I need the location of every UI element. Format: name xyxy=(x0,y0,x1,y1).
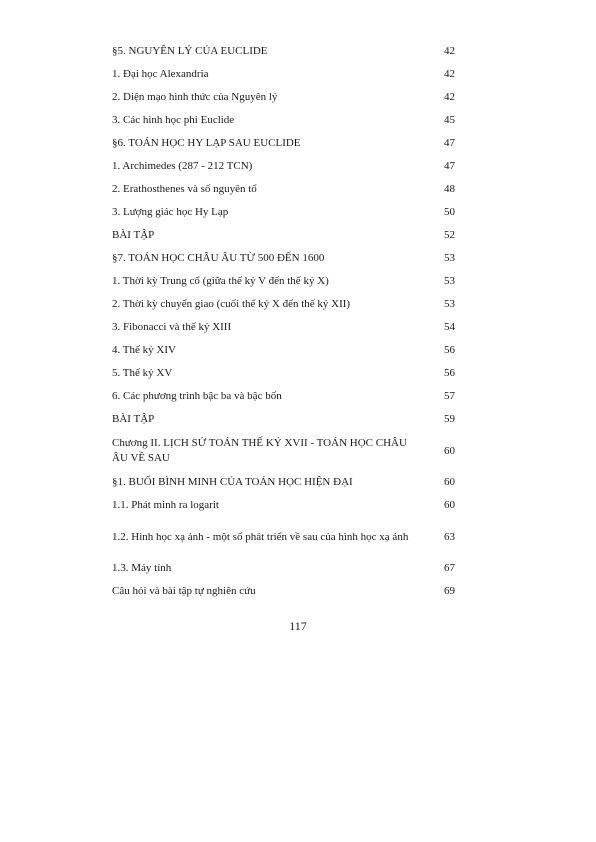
toc-row xyxy=(112,557,455,580)
toc-row xyxy=(112,109,455,132)
toc-entry-page: 48 xyxy=(444,183,455,195)
toc-entry-title: 3. Các hình học phi Euclide xyxy=(112,114,235,126)
toc-entry-page: 60 xyxy=(444,444,455,457)
toc-entry-title: 1. Archimedes (287 - 212 TCN) xyxy=(112,160,253,172)
toc-entry-page: 63 xyxy=(444,530,455,543)
toc-entry-title: 2. Diện mạo hình thức của Nguyên lý xyxy=(112,91,278,103)
toc-entry-page: 47 xyxy=(444,160,455,172)
toc-entry-page: 53 xyxy=(444,275,455,287)
toc-entry-page: 47 xyxy=(444,137,455,149)
toc-entry-page: 45 xyxy=(444,114,455,126)
toc-entry-page: 56 xyxy=(444,344,455,356)
toc-entry-page: 56 xyxy=(444,367,455,379)
toc-entry-page: 42 xyxy=(444,91,455,103)
toc-row xyxy=(112,494,455,517)
toc-entry-page: 57 xyxy=(444,390,455,402)
toc-entry-title: 2. Thời kỳ chuyển giao (cuối thế kỷ X đến thế kỷ XII) xyxy=(112,298,351,310)
toc-entry-title: 2. Erathosthenes và số nguyên tố xyxy=(112,183,257,195)
toc-entry-title: §7. TOÁN HỌC CHÂU ÂU TỪ 500 ĐẾN 1600 xyxy=(112,252,325,264)
toc-entry-title: 1. Thời kỳ Trung cổ (giữa thế kỷ V đến thế kỷ X) xyxy=(112,275,329,287)
toc-entry-page: 42 xyxy=(444,68,455,80)
toc-row xyxy=(112,132,455,155)
toc-entry-title: Chương II. LỊCH SỬ TOÁN THẾ KỶ XVII - TOÁN HỌC CHÂU ÂU VỀ SAU xyxy=(112,437,407,464)
toc-entry-page: 53 xyxy=(444,298,455,310)
toc-row xyxy=(112,86,455,109)
toc-entry-title: 4. Thế kỷ XIV xyxy=(112,344,176,356)
toc-entry-title: 3. Lượng giác học Hy Lạp xyxy=(112,206,229,218)
toc-entry-page: 53 xyxy=(444,252,455,264)
page-number: 117 xyxy=(289,619,307,633)
toc-entry-title: §5. NGUYÊN LÝ CỦA EUCLIDE xyxy=(112,45,268,57)
toc-entry-page: 69 xyxy=(444,585,455,597)
toc-row xyxy=(112,270,455,293)
toc-row xyxy=(112,155,455,178)
toc-entry-page: 59 xyxy=(444,413,455,425)
toc-entry-title: 1.2. Hình học xạ ảnh - một số phát triển về sau của hình học xạ ảnh xyxy=(112,530,409,543)
toc-row xyxy=(112,580,455,603)
toc-entry-title: 3. Fibonacci và thế kỷ XIII xyxy=(112,321,232,333)
toc-entry-title: 6. Các phương trình bậc ba và bậc bốn xyxy=(112,390,282,402)
toc-entry-page: 52 xyxy=(444,229,455,241)
toc-row xyxy=(112,178,455,201)
toc-entry-title: BÀI TẬP xyxy=(112,229,155,241)
toc-entry-page: 60 xyxy=(444,476,455,488)
toc-entry-page: 50 xyxy=(444,206,455,218)
toc-entry-page: 67 xyxy=(444,562,455,574)
toc-row xyxy=(112,431,455,471)
toc-entry-page: 54 xyxy=(444,321,455,333)
toc-entry-title: §1. BUỔI BÌNH MINH CỦA TOÁN HỌC HIỆN ĐẠI xyxy=(112,476,353,488)
toc-entry-title: Câu hỏi và bài tập tự nghiên cứu xyxy=(112,585,256,597)
toc-entry-title: 1. Đại học Alexandria xyxy=(112,68,209,80)
toc-row xyxy=(112,40,455,63)
toc-entry-page: 42 xyxy=(444,45,455,57)
toc-row xyxy=(112,517,455,557)
table-of-contents xyxy=(112,40,455,603)
toc-row xyxy=(112,293,455,316)
toc-entry-title: §6. TOÁN HỌC HY LẠP SAU EUCLIDE xyxy=(112,137,301,149)
toc-row xyxy=(112,471,455,494)
toc-row xyxy=(112,63,455,86)
toc-row xyxy=(112,408,455,431)
toc-row xyxy=(112,224,455,247)
toc-row xyxy=(112,247,455,270)
toc-row xyxy=(112,362,455,385)
toc-row xyxy=(112,201,455,224)
toc-entry-title: BÀI TẬP xyxy=(112,413,155,425)
toc-entry-page: 60 xyxy=(444,499,455,511)
toc-entry-title: 5. Thế kỷ XV xyxy=(112,367,173,379)
toc-row xyxy=(112,316,455,339)
toc-entry-title: 1.1. Phát minh ra logarit xyxy=(112,499,219,511)
toc-row xyxy=(112,339,455,362)
toc-row xyxy=(112,385,455,408)
toc-entry-title: 1.3. Máy tính xyxy=(112,562,172,574)
